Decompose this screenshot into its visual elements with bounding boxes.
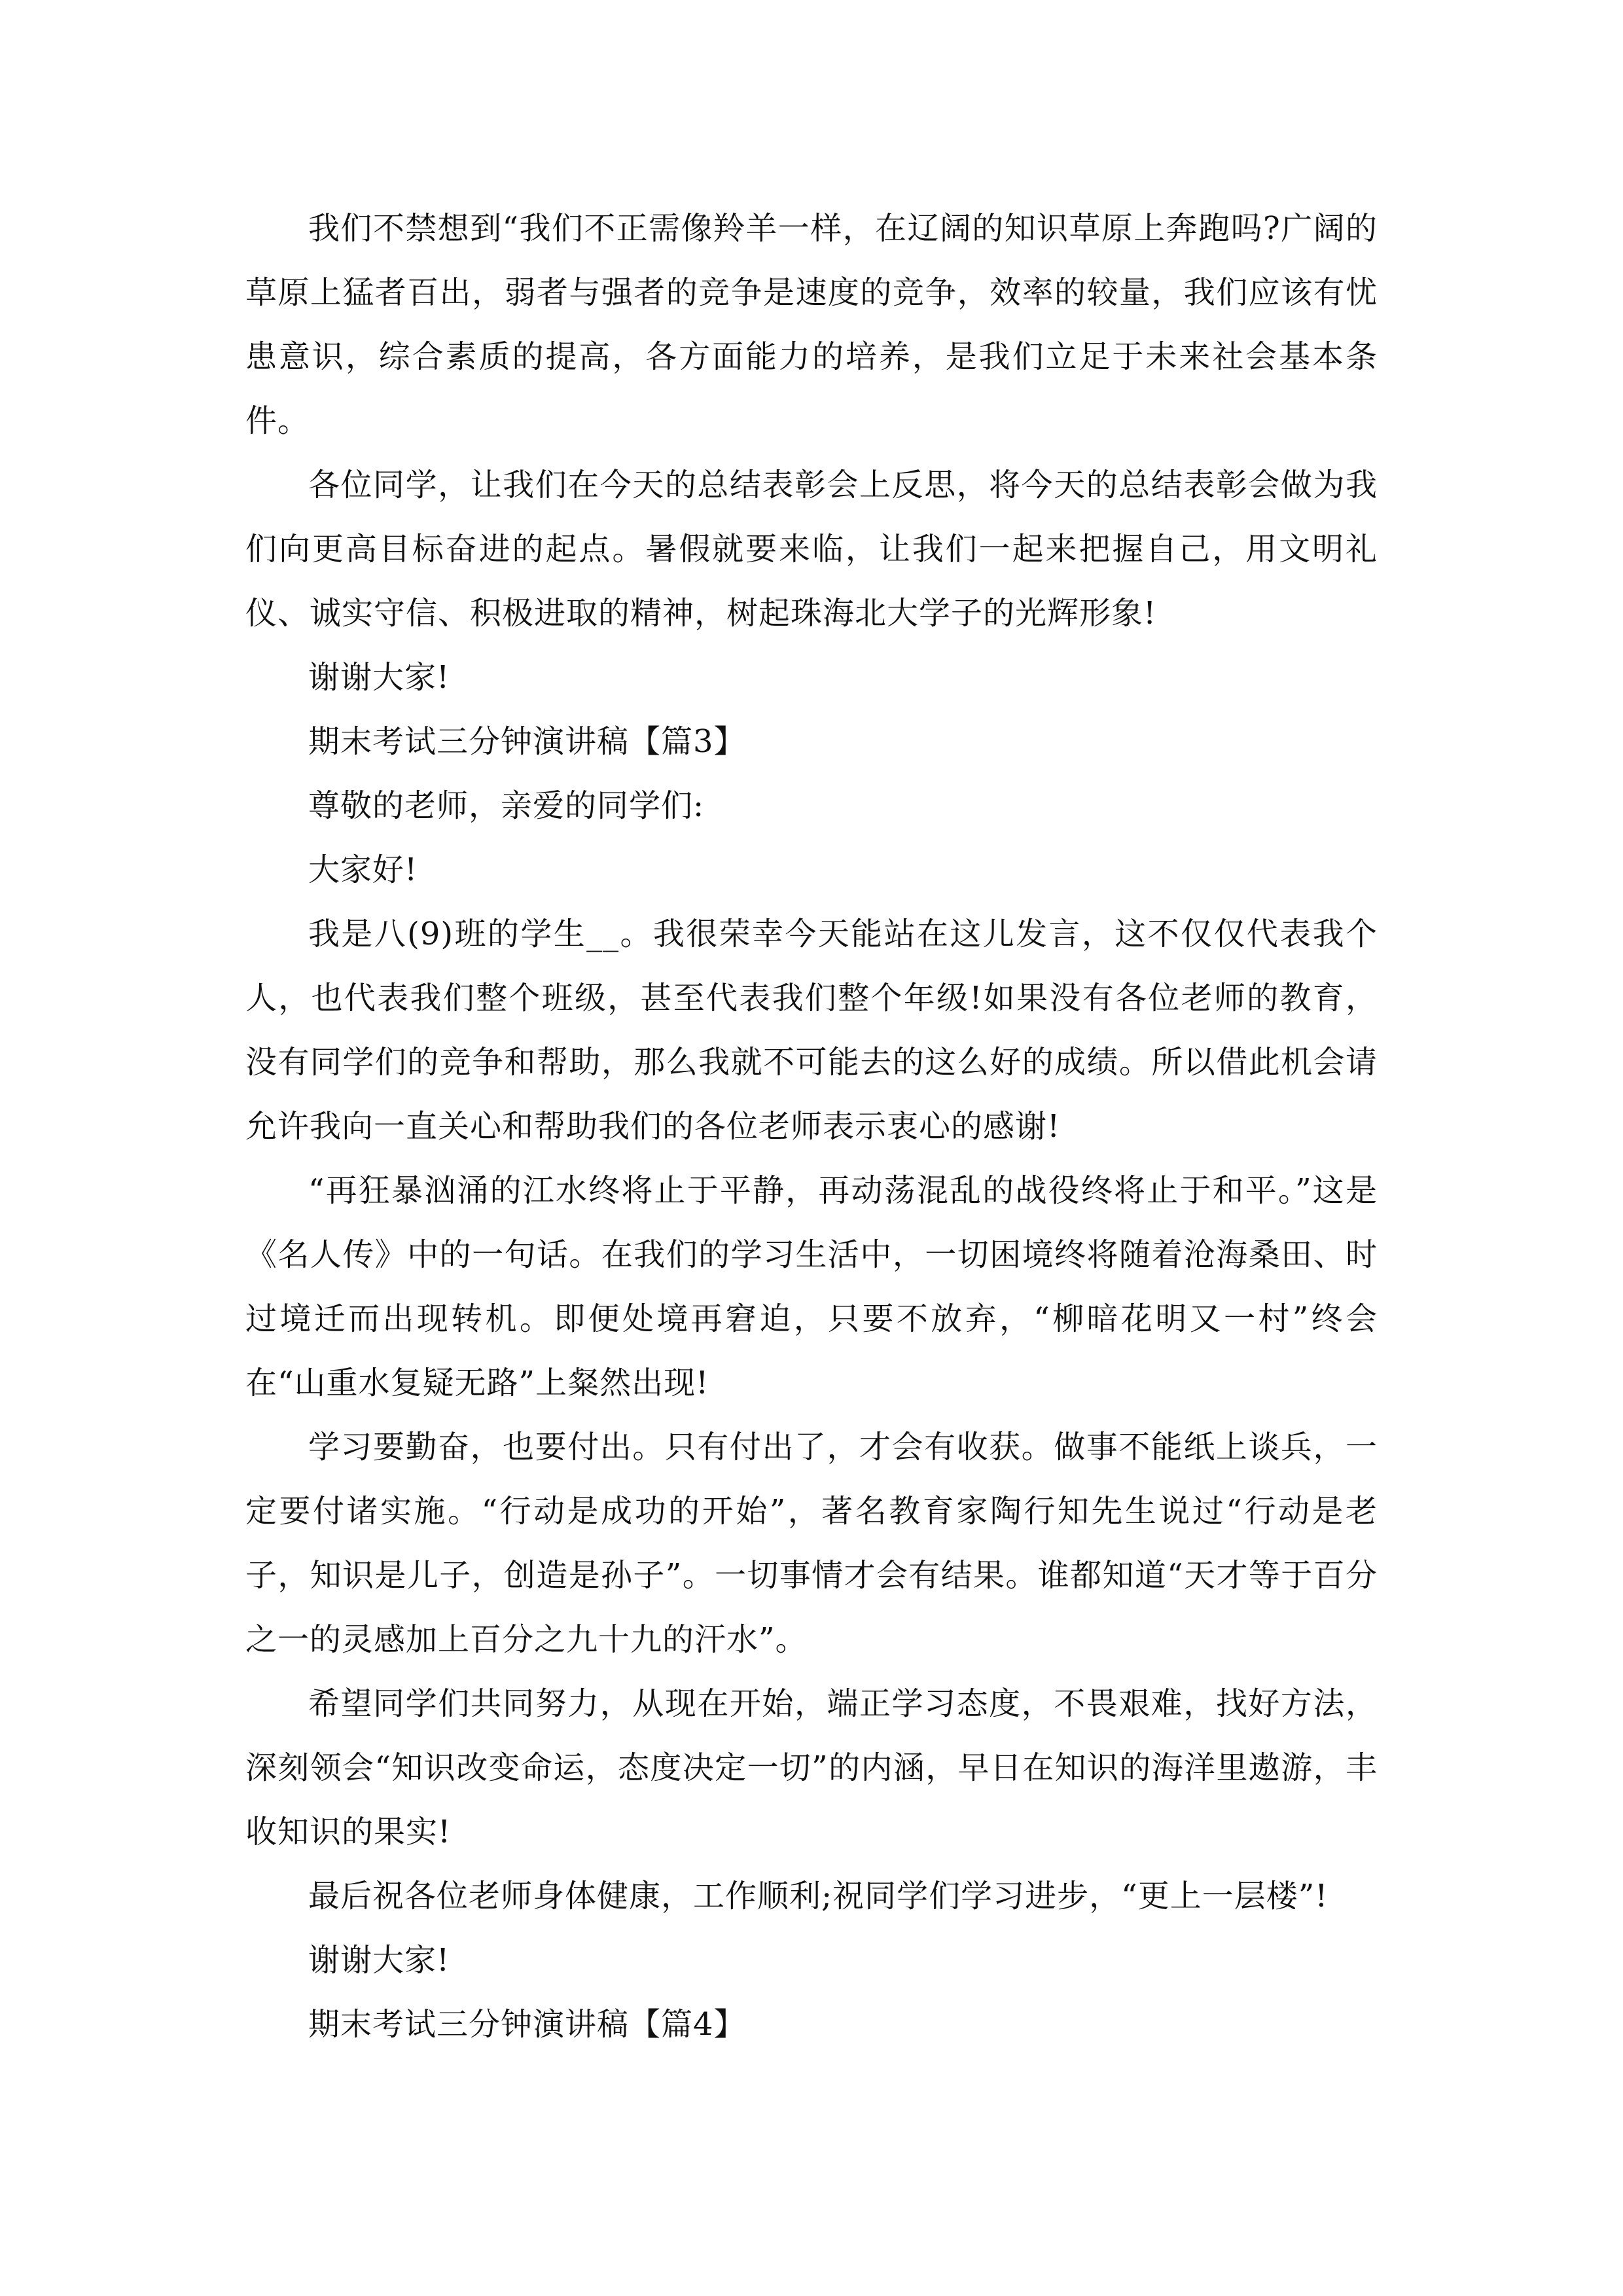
paragraph: 我是八(9)班的学生__。我很荣幸今天能站在这儿发言，这不仅仅代表我个人，也代表我们整个班级，甚至代表我们整个年级!如果没有各位老师的教育，没有同学们的竞争和帮助，那么我就不可能去的这么好的成绩。所以借此机会请允许我向一直关心和帮助我们的各位老师表示衷心的感谢! <box>245 916 1378 1145</box>
paragraph: “再狂暴汹涌的江水终将止于平静，再动荡混乱的战役终将止于和平。”这是《名人传》中的一句话。在我们的学习生活中，一切困境终将随着沧海桑田、时过境迁而出现转机。即便处境再窘迫，只要不放弃，“柳暗花明又一村”终会在“山重水复疑无路”上粲然出现! <box>245 1172 1378 1401</box>
paragraph: 学习要勤奋，也要付出。只有付出了，才会有收获。做事不能纸上谈兵，一定要付诸实施。“行动是成功的开始”，著名教育家陶行知先生说过“行动是老子，知识是儿子，创造是孙子”。一切事情才会有结果。谁都知道“天才等于百分之一的灵感加上百分之九十九的汗水”。 <box>245 1429 1378 1658</box>
closing-line: 谢谢大家! <box>308 659 450 696</box>
closing-line: 谢谢大家! <box>308 1942 450 1979</box>
paragraph: 最后祝各位老师身体健康，工作顺利;祝同学们学习进步，“更上一层楼”! <box>308 1878 1329 1914</box>
paragraph: 我们不禁想到“我们不正需像羚羊一样，在辽阔的知识草原上奔跑吗?广阔的草原上猛者百出，弱者与强者的竞争是速度的竞争，效率的较量，我们应该有忧患意识，综合素质的提高，各方面能力的培养，是我们立足于未来社会基本条件。 <box>245 210 1378 439</box>
document-body <box>245 196 1378 2056</box>
salutation: 尊敬的老师，亲爱的同学们: <box>308 787 705 824</box>
section-heading: 期末考试三分钟演讲稿【篇3】 <box>308 723 746 760</box>
paragraph: 各位同学，让我们在今天的总结表彰会上反思，将今天的总结表彰会做为我们向更高目标奋进的起点。暑假就要来临，让我们一起来把握自己，用文明礼仪、诚实守信、积极进取的精神，树起珠海北大学子的光辉形象! <box>245 467 1378 632</box>
paragraph: 希望同学们共同努力，从现在开始，端正学习态度，不畏艰难，找好方法，深刻领会“知识改变命运，态度决定一切”的内涵，早日在知识的海洋里遨游，丰收知识的果实! <box>245 1685 1378 1850</box>
section-heading: 期末考试三分钟演讲稿【篇4】 <box>308 2006 746 2043</box>
greeting: 大家好! <box>308 852 418 888</box>
